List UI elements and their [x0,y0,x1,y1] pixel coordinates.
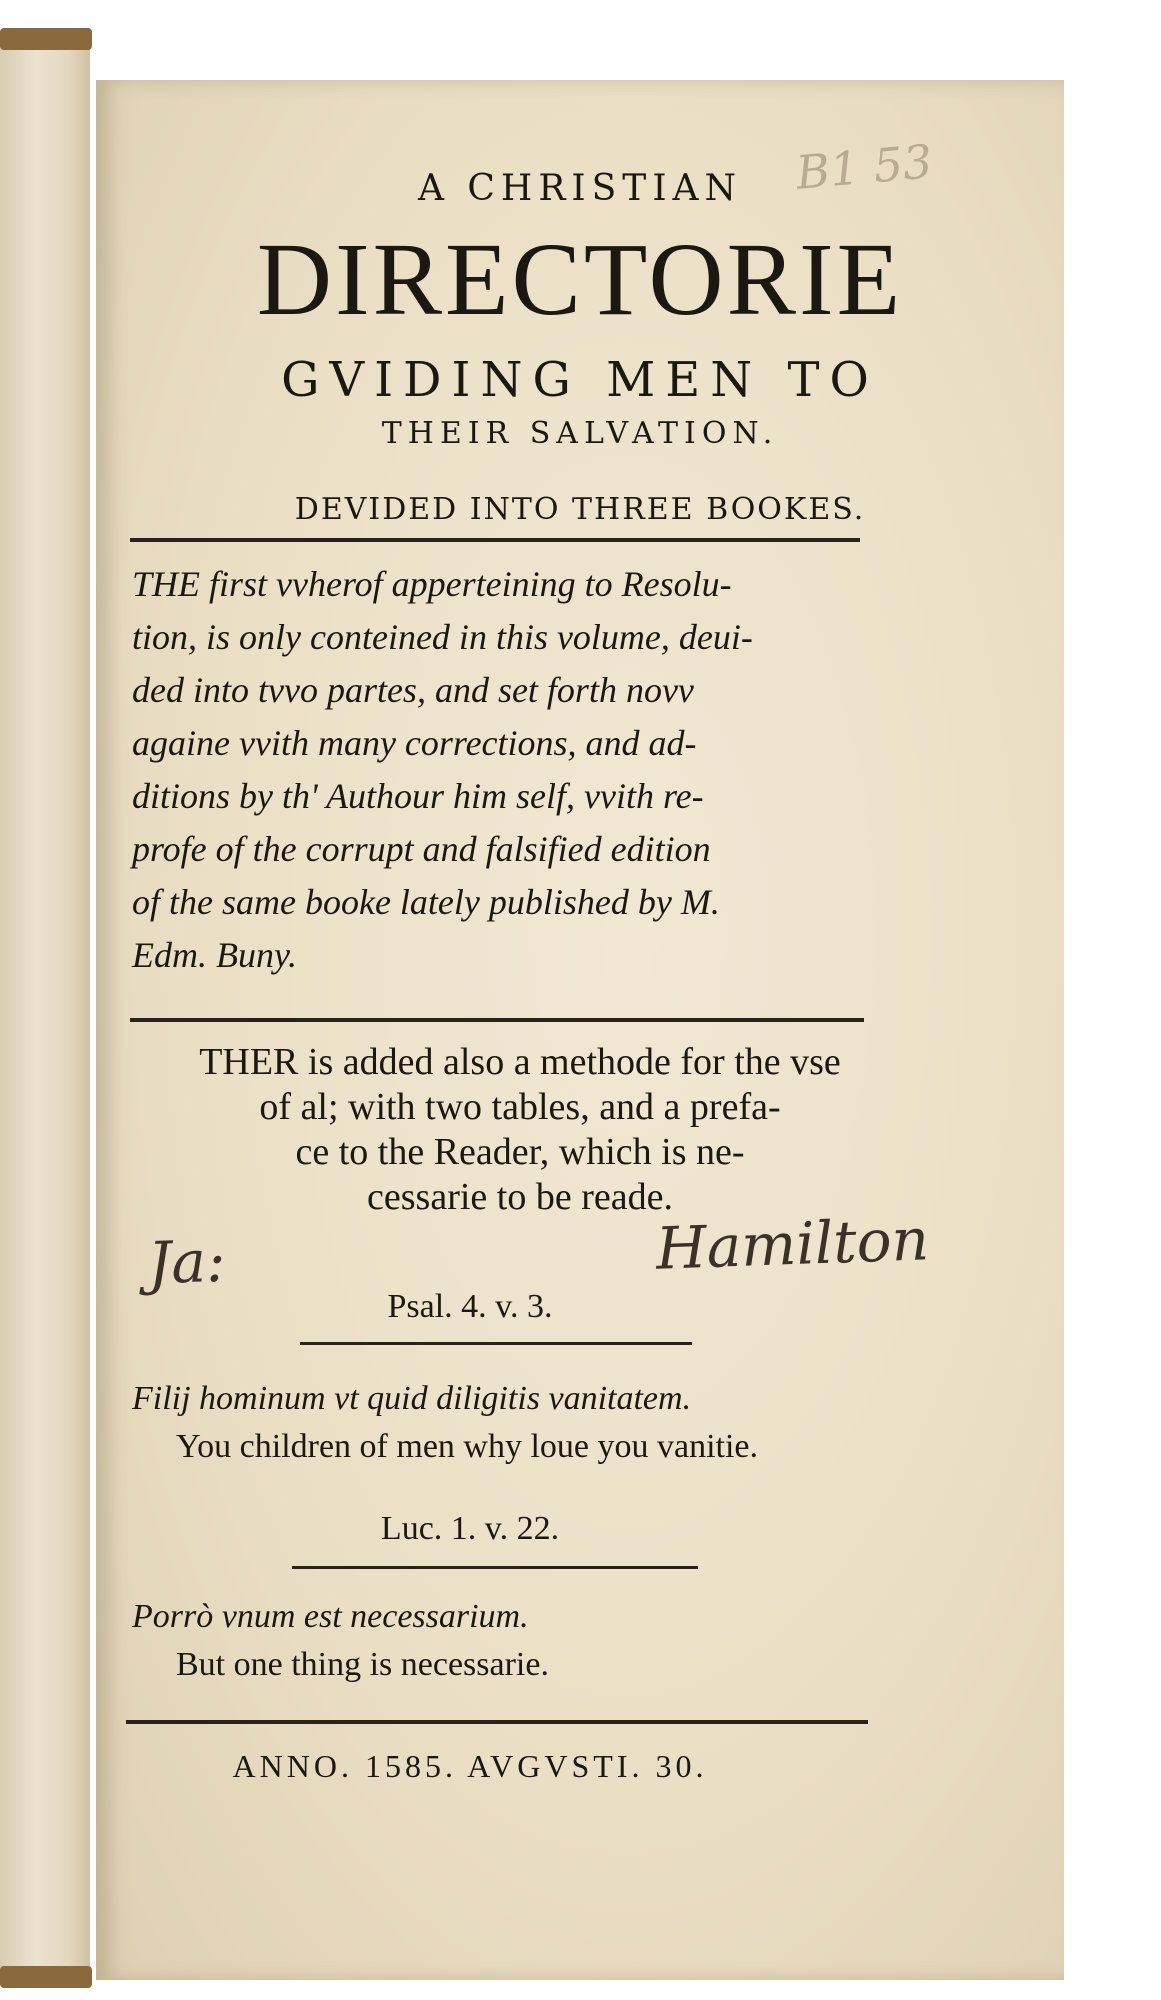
imprint: ANNO. 1585. AVGVSTI. 30. [232,1748,708,1784]
italic-line: of the same booke lately published by M. [132,882,720,922]
signature-first: Ja: [146,1226,227,1298]
italic-paragraph [132,558,892,982]
citation-psalm: Psal. 4. v. 3. [387,1288,553,1325]
title-line-3: GVIDING MEN TO [281,352,879,408]
roman-line: cessarie to be reade. [367,1176,673,1218]
signature-last: Hamilton [654,1205,930,1283]
title-line-1: A CHRISTIAN [417,168,743,209]
italic-line: Edm. Buny. [132,935,297,975]
latin-quote-2: Porrò vnum est necessarium. [132,1598,529,1635]
latin-quote-1: Filij hominum vt quid diligitis vanitatem. [132,1380,692,1417]
title-line-2: DIRECTORIE [256,222,904,337]
book-binding [0,28,90,1988]
title-line-5: DEVIDED INTO THREE BOOKES. [294,492,866,527]
rule-2 [130,1018,864,1022]
italic-line: ditions by th' Authour him self, vvith re- [132,776,704,816]
roman-line: ce to the Reader, which is ne- [295,1131,745,1173]
english-quote-1: You children of men why loue you vanitie. [176,1428,759,1465]
citation-luke: Luc. 1. v. 22. [380,1510,560,1547]
manuscript-mark: B1 53 [793,134,935,200]
italic-line: THE first vvherof apperteining to Resolu- [132,564,732,604]
italic-line: againe vvith many corrections, and ad- [132,723,697,763]
rule-5 [126,1720,868,1724]
roman-paragraph [130,1040,910,1220]
title-page [96,80,1064,1980]
italic-line: profe of the corrupt and falsified edition [132,829,711,869]
title-line-4: THEIR SALVATION. [381,416,779,451]
english-quote-2: But one thing is necessarie. [176,1646,549,1683]
italic-line: ded into tvvo partes, and set forth novv [132,670,694,710]
book [0,28,1070,1988]
italic-line: tion, is only conteined in this volume, deui- [132,617,753,657]
binding-edge-bottom [0,1966,92,1988]
roman-line: of al; with two tables, and a prefa- [259,1086,781,1128]
binding-edge-top [0,28,92,50]
roman-line: THER is added also a methode for the vse [199,1041,841,1083]
rule-4 [292,1566,698,1569]
rule-1 [130,538,860,542]
rule-3 [300,1342,692,1345]
